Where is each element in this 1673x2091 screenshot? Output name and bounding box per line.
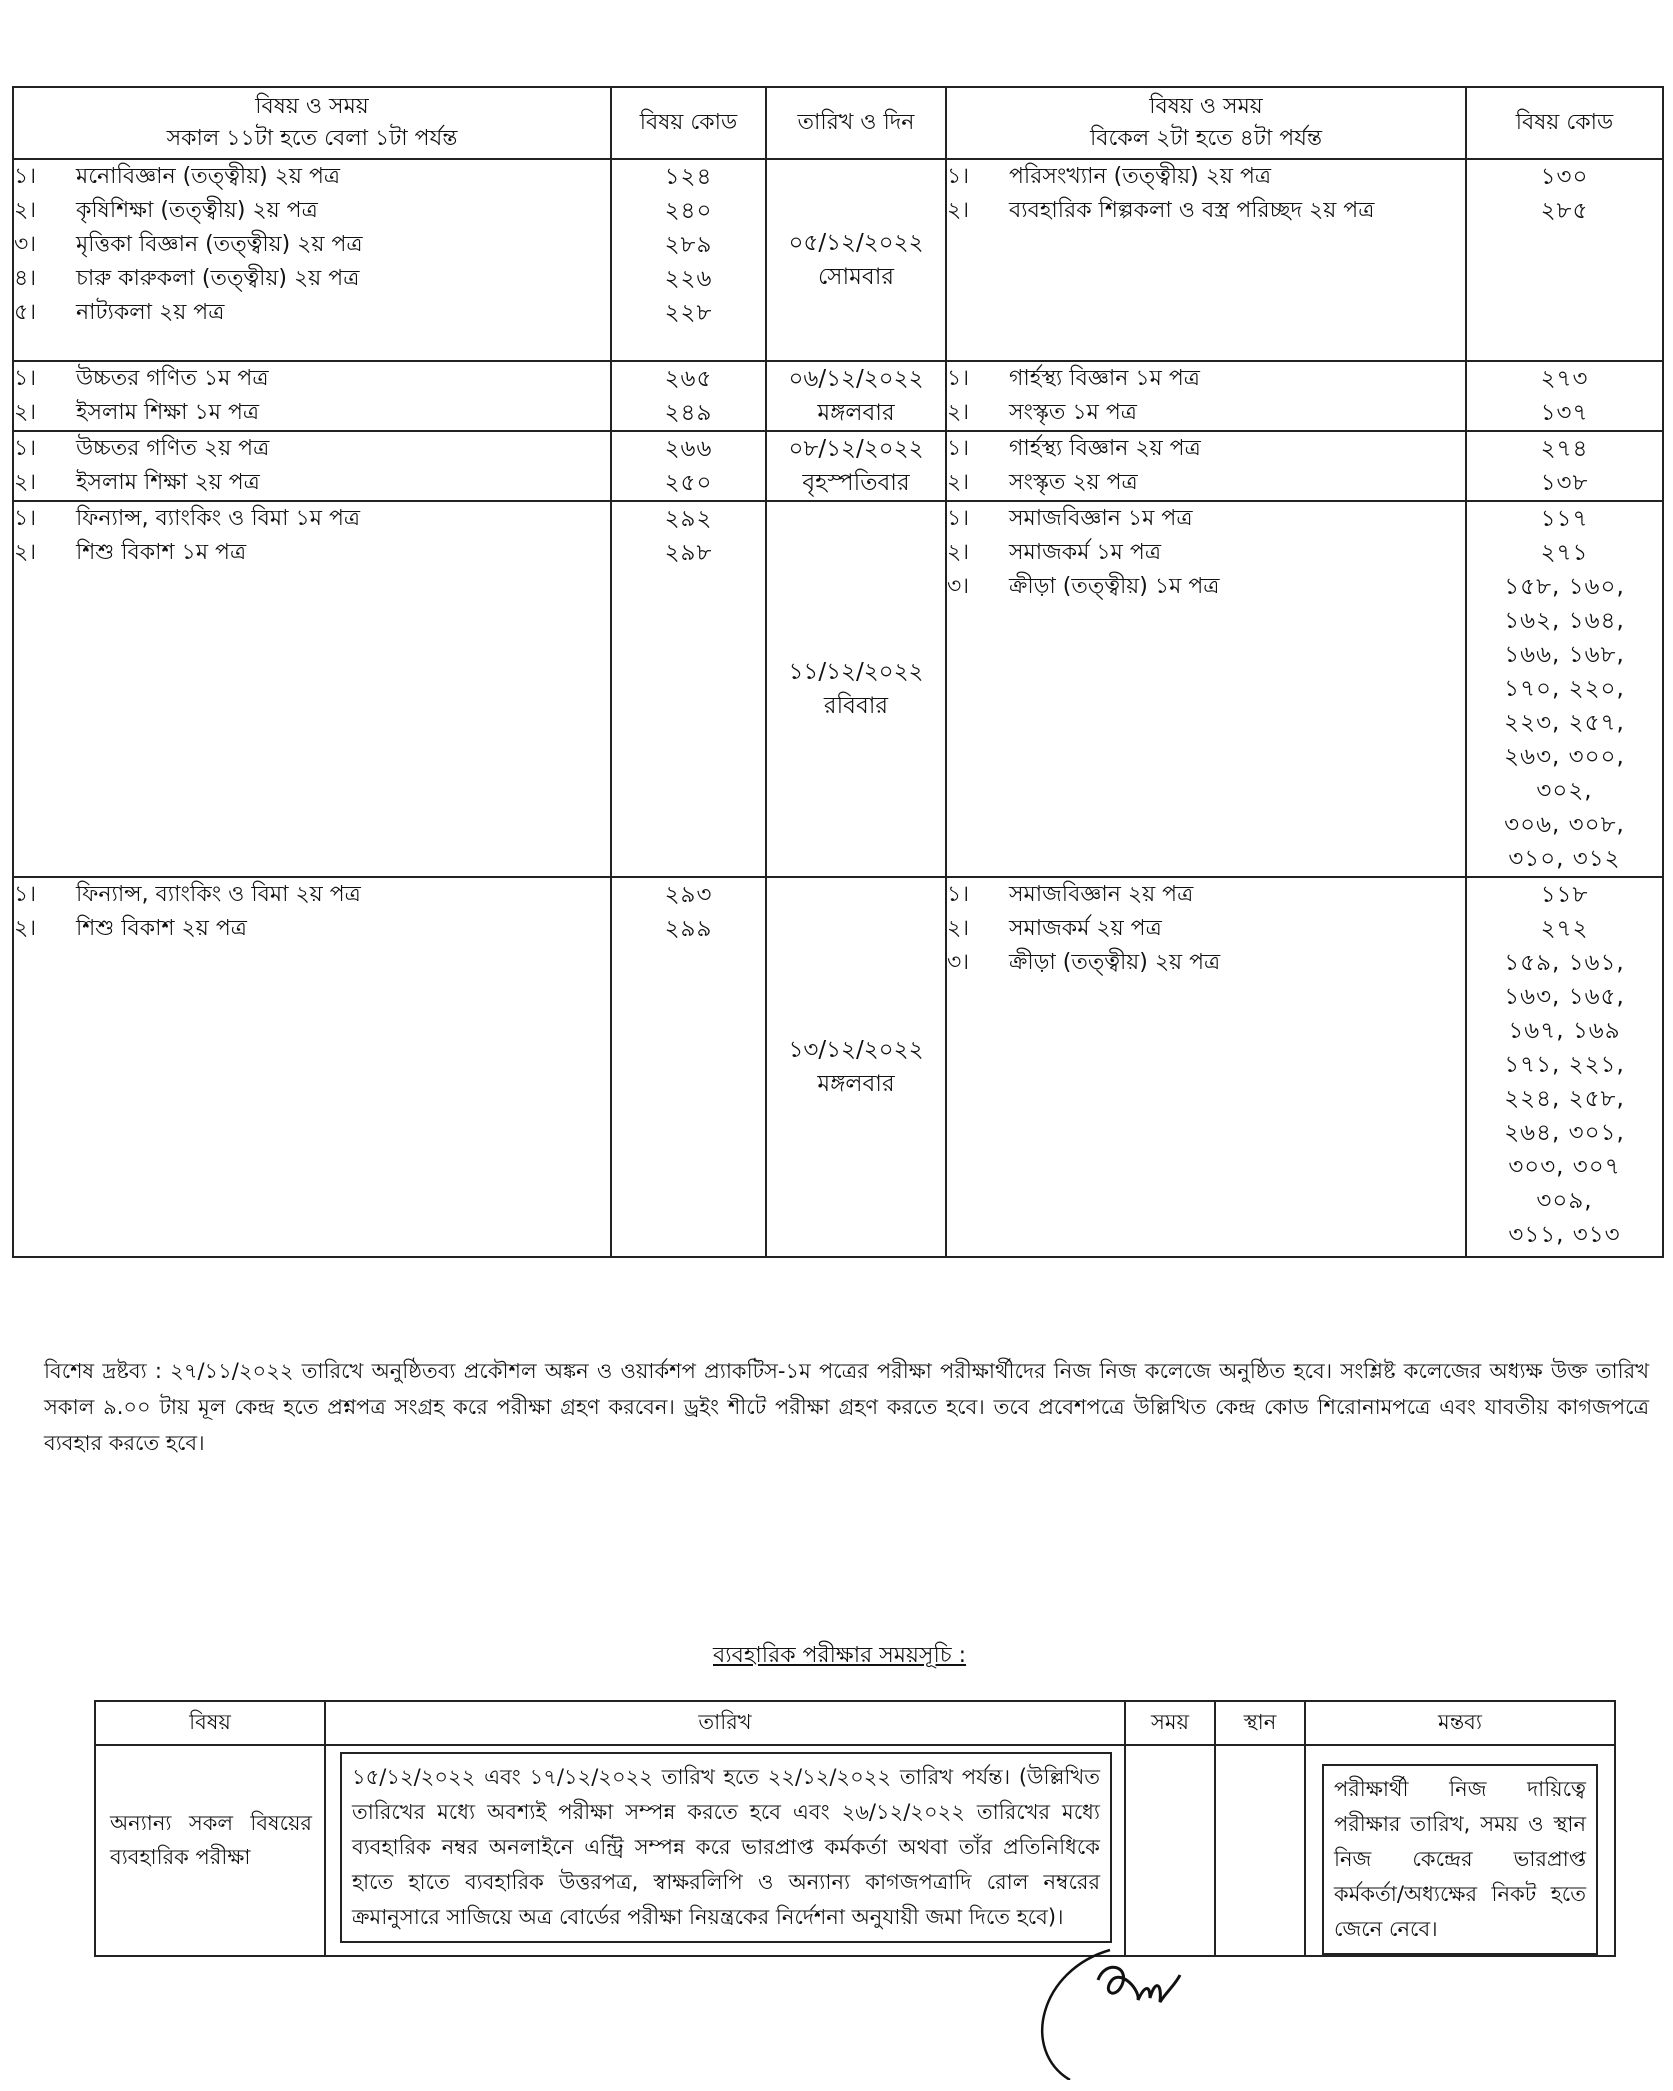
subject-code: ২৮৯	[664, 232, 713, 258]
list-item: ১। গার্হস্থ্য বিজ্ঞান ১ম পত্র	[947, 366, 1200, 391]
list-item: ১। ফিন্যান্স, ব্যাংকিং ও বিমা ১ম পত্র	[14, 506, 361, 531]
list-item: ২। ইসলাম শিক্ষা ১ম পত্র	[14, 400, 260, 425]
list-item: ১। গার্হস্থ্য বিজ্ঞান ২য় পত্র	[947, 436, 1201, 461]
table-row	[13, 159, 1663, 361]
subject-code: ১৭১, ২২১,	[1504, 1052, 1625, 1078]
exam-day: মঙ্গলবার	[817, 1071, 895, 1097]
subject-code: ৩১১, ৩১৩	[1508, 1222, 1621, 1248]
subject-code: ৩০৬, ৩০৮,	[1504, 812, 1625, 838]
subject-code: ২৯২	[664, 506, 713, 532]
list-item: ১। উচ্চতর গণিত ২য় পত্র	[14, 436, 270, 461]
exam-day: বৃহস্পতিবার	[802, 470, 910, 496]
date-cell	[766, 159, 946, 361]
morning-subject-header	[13, 87, 611, 159]
list-item: ৩। ক্রীড়া (তত্ত্বীয়) ২য় পত্র	[947, 950, 1221, 975]
subject-code: ২৬৪, ৩০১,	[1504, 1120, 1625, 1146]
morning-codes-cell	[611, 431, 766, 501]
practical-remark-header: মন্তব্য	[1305, 1701, 1615, 1745]
afternoon-codes-cell	[1466, 877, 1663, 1257]
subject-code: ১৬৩, ১৬৫,	[1504, 984, 1625, 1010]
morning-time-label: সকাল ১১টা হতে বেলা ১টা পর্যন্ত	[166, 126, 458, 151]
subject-code: ১৩৭	[1540, 400, 1589, 426]
subject-code: ২৬৫	[664, 366, 713, 392]
afternoon-codes-cell	[1466, 361, 1663, 431]
exam-date: ০৫/১২/২০২২	[788, 230, 924, 256]
subject-code: ২৭৪	[1540, 436, 1589, 462]
afternoon-time-label: বিকেল ২টা হতে ৪টা পর্যন্ত	[1089, 126, 1323, 151]
list-item: ২। ব্যবহারিক শিল্পকলা ও বস্ত্র পরিচ্ছদ ২য় পত্র	[947, 198, 1375, 223]
subject-code: ১১৭	[1540, 506, 1589, 532]
subject-code: ২৭২	[1540, 916, 1589, 942]
morning-subjects-cell	[13, 159, 611, 361]
exam-date: ১১/১২/২০২২	[788, 659, 924, 685]
afternoon-subjects-cell	[946, 877, 1466, 1257]
afternoon-codes-cell	[1466, 431, 1663, 501]
afternoon-subjects-cell	[946, 431, 1466, 501]
subject-code: ১৩০	[1540, 164, 1589, 190]
subject-code: ১২৪	[664, 164, 713, 190]
practical-remark-text: পরীক্ষার্থী নিজ দায়িত্বে পরীক্ষার তারিখ, সময় ও স্থান নিজ কেন্দ্রের ভারপ্রাপ্ত কর্মকর্তা/অধ্যক্ষের নিকট হতে জেনে নেবে।	[1322, 1764, 1598, 1955]
list-item: ৪। চারু কারুকলা (তত্ত্বীয়) ২য় পত্র	[14, 266, 360, 291]
subject-code: ১৬৬, ১৬৮,	[1504, 642, 1625, 668]
practical-place-cell	[1215, 1745, 1305, 1956]
list-item: ২। সমাজকর্ম ১ম পত্র	[947, 540, 1161, 565]
practical-date-text: ১৫/১২/২০২২ এবং ১৭/১২/২০২২ তারিখ হতে ২২/১২/২০২২ তারিখ পর্যন্ত। (উল্লিখিত তারিখের মধ্যে অবশ্যই পরীক্ষা সম্পন্ন করতে হবে এবং ২৬/১২/২০২২ তারিখের মধ্যে ব্যবহারিক নম্বর অনলাইনে এন্ট্রি সম্পন্ন করে ভারপ্রাপ্ত কর্মকর্তা অথবা তাঁর প্রতিনিধিকে হাতে হাতে ব্যবহারিক উত্তরপত্র, স্বাক্ষরলিপি ও অন্যান্য কাগজপত্রাদি রোল নম্বরের ক্রমানুসারে সাজিয়ে অত্র বোর্ডের পরীক্ষা নিয়ন্ত্রকের নির্দেশনা অনুযায়ী জমা দিতে হবে)।	[340, 1752, 1112, 1943]
subject-code: ১৬২, ১৬৪,	[1504, 608, 1625, 634]
subject-code: ২৪০	[664, 198, 713, 224]
exam-day: সোমবার	[817, 264, 895, 290]
afternoon-subject-header	[946, 87, 1466, 159]
subject-code: ২২৬	[664, 266, 713, 292]
list-item: ১। ফিন্যান্স, ব্যাংকিং ও বিমা ২য় পত্র	[14, 882, 361, 907]
practical-time-header: সময়	[1125, 1701, 1215, 1745]
subject-code: ২৮৫	[1540, 198, 1589, 224]
afternoon-subjects-cell	[946, 361, 1466, 431]
subject-code: ৩০২,	[1536, 778, 1593, 804]
date-cell	[766, 431, 946, 501]
afternoon-subjects-cell	[946, 501, 1466, 877]
list-item: ১। উচ্চতর গণিত ১ম পত্র	[14, 366, 269, 391]
practical-remark-cell	[1305, 1745, 1615, 1956]
afternoon-subjects-cell	[946, 159, 1466, 361]
practical-date-header: তারিখ	[325, 1701, 1125, 1745]
date-day-header: তারিখ ও দিন	[766, 87, 946, 159]
subject-code: ২৫০	[664, 470, 713, 496]
morning-subjects-cell	[13, 501, 611, 877]
exam-day: মঙ্গলবার	[817, 400, 895, 426]
subject-code: ১৫৯, ১৬১,	[1504, 950, 1625, 976]
list-item: ২। সংস্কৃত ২য় পত্র	[947, 470, 1138, 495]
subject-code: ২৭৩	[1540, 366, 1589, 392]
subject-code: ১৩৮	[1540, 470, 1589, 496]
list-item: ১। সমাজবিজ্ঞান ১ম পত্র	[947, 506, 1193, 531]
subject-code: ২২৪, ২৫৮,	[1504, 1086, 1625, 1112]
table-row	[13, 431, 1663, 501]
list-item: ২। সংস্কৃত ১ম পত্র	[947, 400, 1137, 425]
practical-schedule-title: ব্যবহারিক পরীক্ষার সময়সূচি :	[713, 1643, 967, 1668]
list-item: ১। সমাজবিজ্ঞান ২য় পত্র	[947, 882, 1194, 907]
subject-code: ২৭১	[1540, 540, 1589, 566]
subject-code: ২৯৮	[664, 540, 713, 566]
subject-code: ২৬৬	[664, 436, 713, 462]
exam-date: ১৩/১২/২০২২	[788, 1037, 924, 1063]
afternoon-code-header: বিষয় কোড	[1466, 87, 1663, 159]
morning-codes-cell	[611, 159, 766, 361]
subject-code: ৩০৯,	[1536, 1188, 1593, 1214]
list-item: ১। পরিসংখ্যান (তত্ত্বীয়) ২য় পত্র	[947, 164, 1272, 189]
table-row	[13, 877, 1663, 1257]
subject-code: ২৬৩, ৩০০,	[1504, 744, 1625, 770]
list-item: ৩। ক্রীড়া (তত্ত্বীয়) ১ম পত্র	[947, 574, 1220, 599]
subject-code: ৩১০, ৩১২	[1508, 846, 1621, 872]
subject-code: ২৯৯	[664, 916, 713, 942]
practical-date-cell	[325, 1745, 1125, 1956]
table-row	[13, 361, 1663, 431]
afternoon-codes-cell	[1466, 501, 1663, 877]
exam-date: ০৮/১২/২০২২	[788, 436, 924, 462]
afternoon-subject-label: বিষয় ও সময়	[1149, 94, 1263, 119]
list-item: ২। ইসলাম শিক্ষা ২য় পত্র	[14, 470, 260, 495]
exam-routine-table	[12, 86, 1664, 1258]
list-item: ১। মনোবিজ্ঞান (তত্ত্বীয়) ২য় পত্র	[14, 164, 341, 189]
list-item: ২। শিশু বিকাশ ২য় পত্র	[14, 916, 247, 941]
routine-header-row	[13, 87, 1663, 159]
subject-code: ১৫৮, ১৬০,	[1504, 574, 1625, 600]
practical-schedule-table	[94, 1700, 1616, 1957]
morning-subjects-cell	[13, 877, 611, 1257]
list-item: ২। কৃষিশিক্ষা (তত্ত্বীয়) ২য় পত্র	[14, 198, 318, 223]
list-item: ৫। নাট্যকলা ২য় পত্র	[14, 300, 225, 325]
afternoon-codes-cell	[1466, 159, 1663, 361]
exam-day: রবিবার	[823, 693, 889, 719]
morning-codes-cell	[611, 361, 766, 431]
morning-codes-cell	[611, 877, 766, 1257]
practical-subject-cell: অন্যান্য সকল বিষয়ের ব্যবহারিক পরীক্ষা	[95, 1745, 325, 1956]
special-note: বিশেষ দ্রষ্টব্য : ২৭/১১/২০২২ তারিখে অনুষ্ঠিতব্য প্রকৌশল অঙ্কন ও ওয়ার্কশপ প্র্যাকটিস-১ম পত্রের পরীক্ষা পরীক্ষার্থীদের নিজ নিজ কলেজে অনুষ্ঠিত হবে। সংশ্লিষ্ট কলেজের অধ্যক্ষ উক্ত তারিখ সকাল ৯.০০ টায় মূল কেন্দ্র হতে প্রশ্নপত্র সংগ্রহ করে পরীক্ষা গ্রহণ করবেন। ড্রইং শীটে পরীক্ষা গ্রহণ করতে হবে। তবে প্রবেশপত্রে উল্লিখিত কেন্দ্র কোড শিরোনামপত্রে এবং যাবতীয় কাগজপত্রে ব্যবহার করতে হবে।	[44, 1359, 1649, 1455]
subject-code: ৩০৩, ৩০৭	[1508, 1154, 1621, 1180]
subject-code: ১৭০, ২২০,	[1504, 676, 1625, 702]
morning-codes-cell	[611, 501, 766, 877]
practical-header-row	[95, 1701, 1615, 1745]
date-cell	[766, 501, 946, 877]
practical-time-cell	[1125, 1745, 1215, 1956]
list-item: ২। সমাজকর্ম ২য় পত্র	[947, 916, 1162, 941]
date-cell	[766, 361, 946, 431]
morning-subjects-cell	[13, 431, 611, 501]
subject-code: ২২৮	[664, 300, 713, 326]
morning-subject-label: বিষয় ও সময়	[255, 94, 369, 119]
subject-code: ১৬৭, ১৬৯	[1508, 1018, 1621, 1044]
subject-code: ১১৮	[1540, 882, 1589, 908]
signature-icon	[1010, 1930, 1270, 2080]
list-item: ২। শিশু বিকাশ ১ম পত্র	[14, 540, 247, 565]
morning-code-header: বিষয় কোড	[611, 87, 766, 159]
date-cell	[766, 877, 946, 1257]
practical-subject-header: বিষয়	[95, 1701, 325, 1745]
table-row	[95, 1745, 1615, 1956]
table-row	[13, 501, 1663, 877]
subject-code: ২৪৯	[664, 400, 713, 426]
list-item: ৩। মৃত্তিকা বিজ্ঞান (তত্ত্বীয়) ২য় পত্র	[14, 232, 363, 257]
exam-date: ০৬/১২/২০২২	[788, 366, 924, 392]
morning-subjects-cell	[13, 361, 611, 431]
practical-place-header: স্থান	[1215, 1701, 1305, 1745]
subject-code: ২২৩, ২৫৭,	[1504, 710, 1625, 736]
subject-code: ২৯৩	[664, 882, 713, 908]
